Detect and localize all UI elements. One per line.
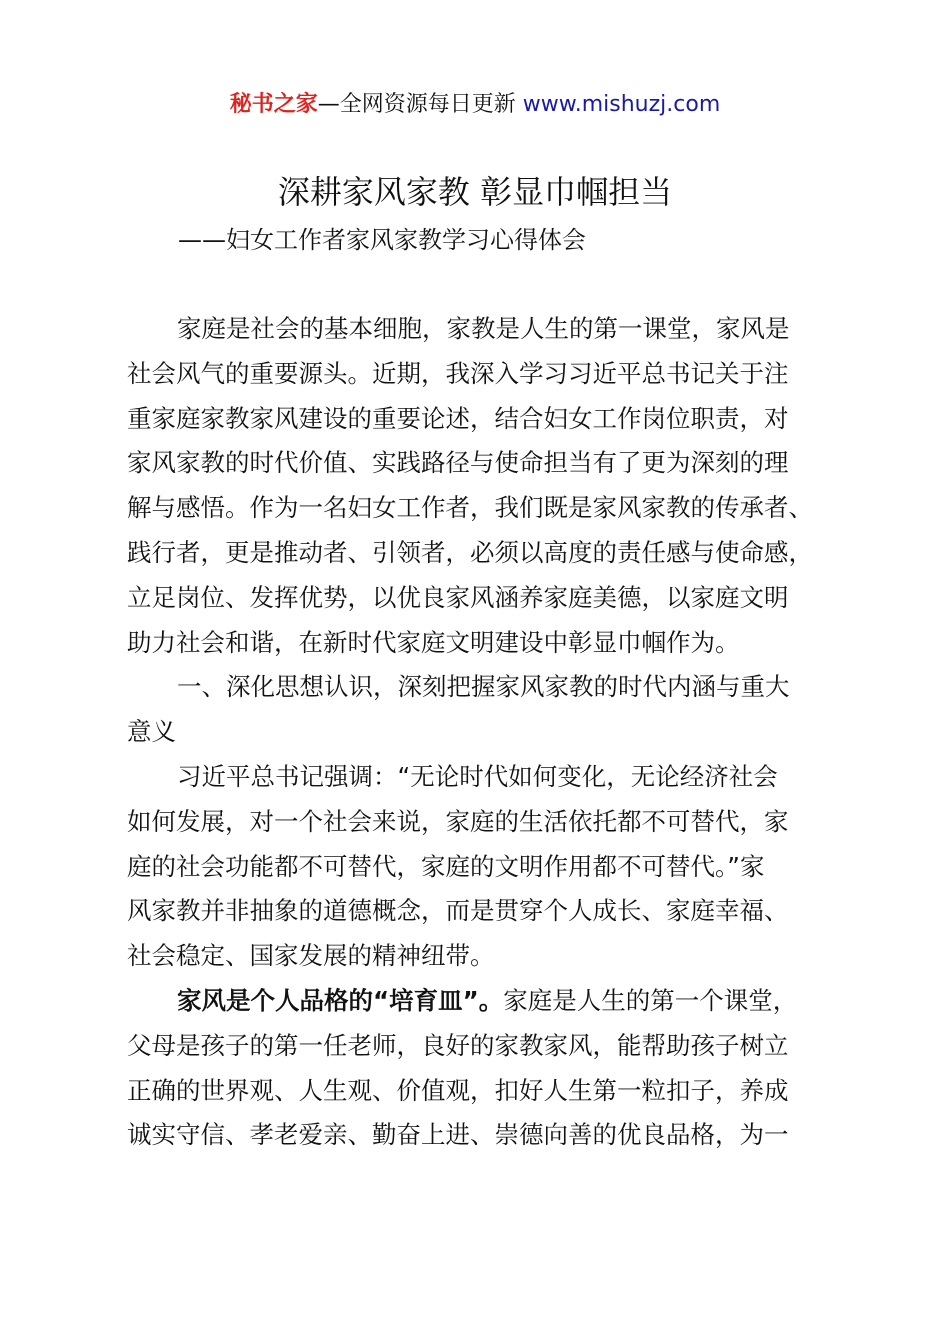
paragraph-line: 习近平总书记强调：“无论时代如何变化，无论经济社会	[177, 761, 778, 791]
site-url-link[interactable]: www.mishuzj.com	[522, 92, 721, 117]
lead-continuation: 家庭是人生的第一个课堂，	[503, 985, 798, 1015]
paragraph-line	[127, 979, 857, 1024]
paragraph-line: 社会稳定、国家发展的精神纽带。	[127, 941, 495, 971]
document-subtitle: ——妇女工作者家风家教学习心得体会	[178, 226, 586, 254]
paragraph-line: 诚实守信、孝老爱亲、勤奋上进、崇德向善的优良品格，为一	[127, 1120, 789, 1150]
paragraph-line: 家风家教的时代价值、实践路径与使命担当有了更为深刻的理	[127, 448, 789, 478]
paragraph-line: 家庭是社会的基本细胞，家教是人生的第一课堂，家风是	[177, 314, 790, 343]
paragraph-line: 立足岗位、发挥优势，以优良家风涵养家庭美德，以家庭文明	[127, 582, 789, 612]
paragraph-line: 解与感悟。作为一名妇女工作者，我们既是家风家教的传承者、	[127, 493, 813, 523]
paragraph-line: 助力社会和谐，在新时代家庭文明建设中彰显巾帼作为。	[127, 627, 740, 657]
paragraph-line: 庭的社会功能都不可替代，家庭的文明作用都不可替代。”家	[127, 851, 765, 881]
brand-name: 秘书之家	[229, 92, 318, 117]
document-title: 深耕家风家教 彰显巾帼担当	[277, 173, 673, 211]
paragraph-line: 社会风气的重要源头。近期，我深入学习习近平总书记关于注	[127, 358, 789, 388]
header-tagline: —全网资源每日更新	[317, 92, 516, 117]
paragraph-line: 父母是孩子的第一任老师，良好的家教家风，能帮助孩子树立	[127, 1030, 789, 1060]
bold-lead-phrase: 家风是个人品格的“培育皿”。	[177, 985, 504, 1015]
section-heading-line: 一、深化思想认识，深刻把握家风家教的时代内涵与重大	[177, 672, 790, 702]
paragraph-line: 践行者，更是推动者、引领者，必须以高度的责任感与使命感，	[127, 537, 813, 567]
paragraph-line: 重家庭家教家风建设的重要论述，结合妇女工作岗位职责，对	[127, 403, 789, 433]
paragraph-line: 风家教并非抽象的道德概念，而是贯穿个人成长、家庭幸福、	[127, 896, 789, 926]
paragraph-line: 如何发展，对一个社会来说，家庭的生活依托都不可替代，家	[127, 806, 789, 836]
site-header	[0, 88, 950, 122]
paragraph-line: 正确的世界观、人生观、价值观，扣好人生第一粒扣子，养成	[127, 1075, 789, 1105]
section-heading-line: 意义	[127, 717, 176, 747]
document-body	[127, 307, 857, 1158]
